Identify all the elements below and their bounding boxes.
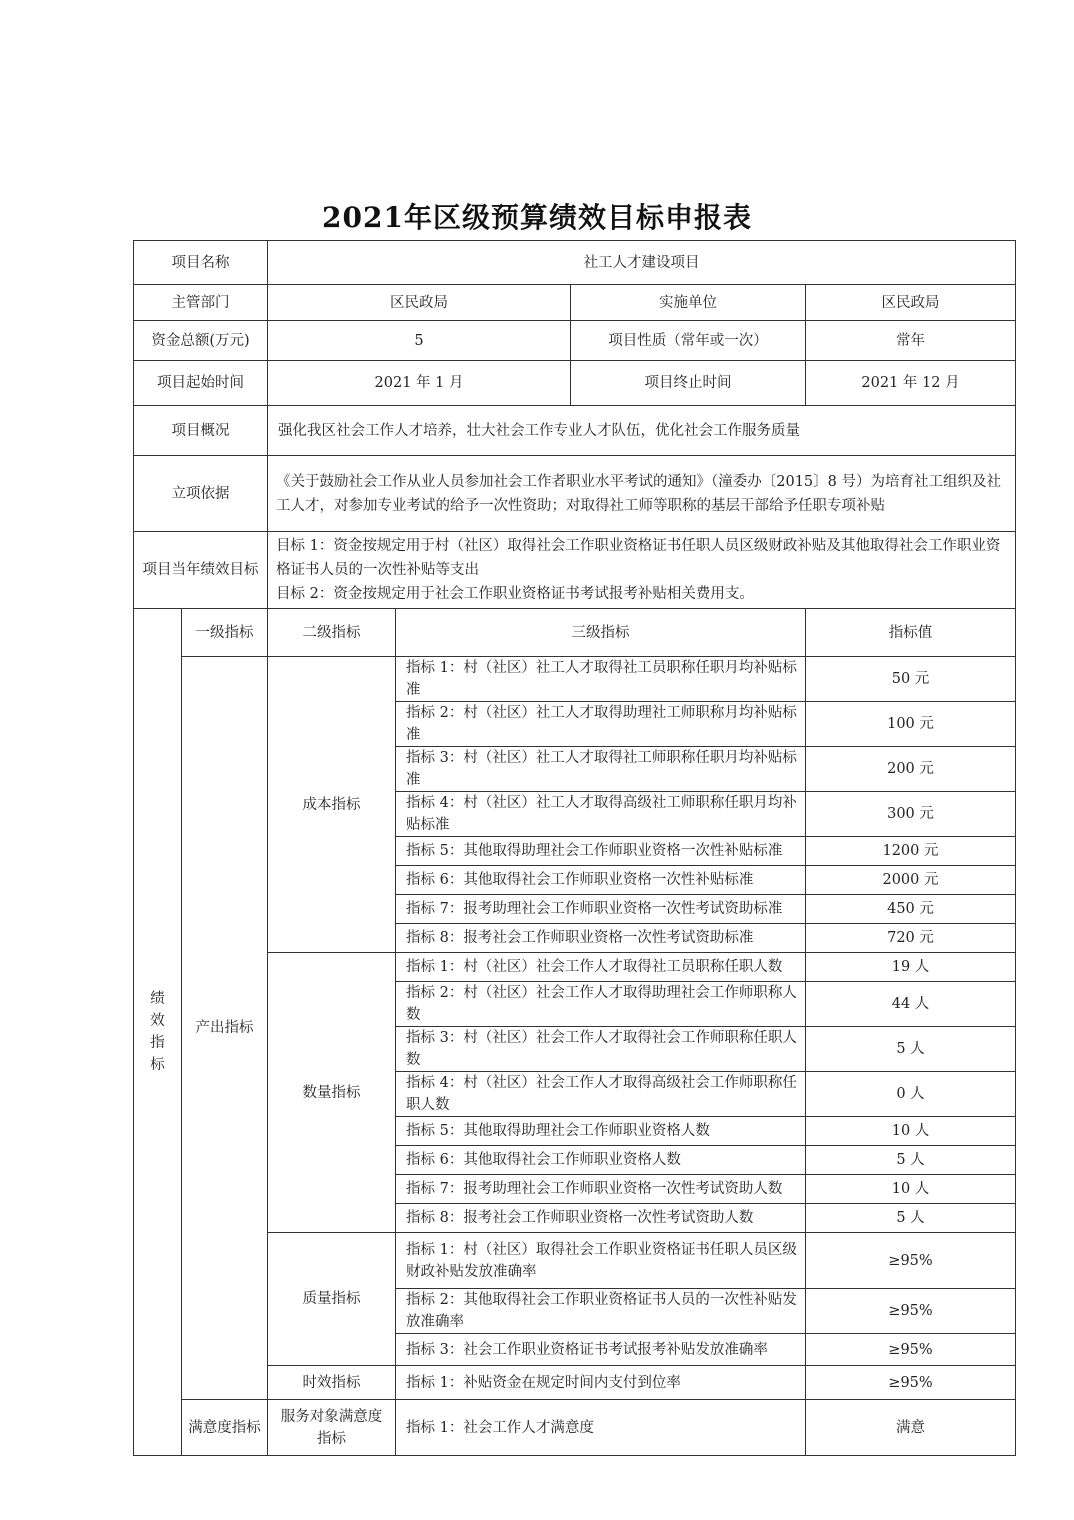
row-dates <box>134 361 1016 406</box>
header-level1: 一级指标 <box>182 609 268 657</box>
dept-value: 区民政局 <box>268 285 571 321</box>
indicator-name: 指标 3：村（社区）社工人才取得社工师职称任职月均补贴标准 <box>396 747 806 792</box>
goal-label: 项目当年绩效目标 <box>134 532 268 609</box>
indicator-name: 指标 4：村（社区）社工人才取得高级社工师职称任职月均补贴标准 <box>396 792 806 837</box>
indicator-value: 5 人 <box>806 1204 1016 1233</box>
indicator-value: 2000 元 <box>806 866 1016 895</box>
dept-label: 主管部门 <box>134 285 268 321</box>
row-department <box>134 285 1016 321</box>
indicator-name: 指标 1：村（社区）取得社会工作职业资格证书任职人员区级财政补贴发放准确率 <box>396 1233 806 1289</box>
row-basis <box>134 456 1016 532</box>
indicator-value: ≥95% <box>806 1366 1016 1400</box>
indicator-value: 10 人 <box>806 1117 1016 1146</box>
row-indicator-header <box>134 609 1016 657</box>
basis-label: 立项依据 <box>134 456 268 532</box>
indicator-value: 满意 <box>806 1400 1016 1456</box>
project-name-value: 社工人才建设项目 <box>268 241 1016 285</box>
overview-label: 项目概况 <box>134 406 268 456</box>
start-label: 项目起始时间 <box>134 361 268 406</box>
nature-value: 常年 <box>806 321 1016 361</box>
end-value: 2021 年 12 月 <box>806 361 1016 406</box>
row-project-name <box>134 241 1016 285</box>
indicator-value: 200 元 <box>806 747 1016 792</box>
funds-value: 5 <box>268 321 571 361</box>
indicator-name: 指标 8：报考社会工作师职业资格一次性考试资助人数 <box>396 1204 806 1233</box>
indicator-name: 指标 1：补贴资金在规定时间内支付到位率 <box>396 1366 806 1400</box>
basis-value: 《关于鼓励社会工作从业人员参加社会工作者职业水平考试的通知》（潼委办〔2015〕8 号）为培育社工组织及社工人才，对参加专业考试的给予一次性资助；对取得社工师等职称的基层干部给予任职专项补贴 <box>268 456 1016 532</box>
output-label: 产出指标 <box>182 657 268 1400</box>
header-level3: 三级指标 <box>396 609 806 657</box>
timeliness-label: 时效指标 <box>268 1366 396 1400</box>
indicator-name: 指标 6：其他取得社会工作师职业资格一次性补贴标准 <box>396 866 806 895</box>
service-label: 服务对象满意度指标 <box>268 1400 396 1456</box>
indicator-value: 5 人 <box>806 1146 1016 1175</box>
indicator-name: 指标 1：村（社区）社工人才取得社工员职称任职月均补贴标准 <box>396 657 806 702</box>
indicator-name: 指标 2：村（社区）社会工作人才取得助理社会工作师职称人数 <box>396 982 806 1027</box>
budget-form-table <box>133 240 1016 1456</box>
indicator-value: 300 元 <box>806 792 1016 837</box>
indicator-value: 19 人 <box>806 953 1016 982</box>
indicator-value: 1200 元 <box>806 837 1016 866</box>
indicator-value: 10 人 <box>806 1175 1016 1204</box>
indicator-name: 指标 7：报考助理社会工作师职业资格一次性考试资助人数 <box>396 1175 806 1204</box>
indicator-value: 450 元 <box>806 895 1016 924</box>
row-funds <box>134 321 1016 361</box>
table-row <box>134 657 1016 702</box>
goal-value <box>268 532 1016 609</box>
indicator-value: 100 元 <box>806 702 1016 747</box>
project-name-label: 项目名称 <box>134 241 268 285</box>
goal-line-1: 目标 1：资金按规定用于村（社区）取得社会工作职业资格证书任职人员区级财政补贴及其他取得社会工作职业资格证书人员的一次性补贴等支出 <box>276 538 1001 578</box>
indicator-value: ≥95% <box>806 1289 1016 1334</box>
quantity-label: 数量指标 <box>268 953 396 1233</box>
indicator-value: ≥95% <box>806 1334 1016 1366</box>
impl-value: 区民政局 <box>806 285 1016 321</box>
indicator-value: 50 元 <box>806 657 1016 702</box>
nature-label: 项目性质（常年或一次） <box>571 321 806 361</box>
indicator-value: 720 元 <box>806 924 1016 953</box>
indicator-group-label: 绩效指标 <box>134 609 182 1456</box>
overview-value: 强化我区社会工作人才培养，壮大社会工作专业人才队伍，优化社会工作服务质量 <box>268 406 1016 456</box>
quality-label: 质量指标 <box>268 1233 396 1366</box>
satisfaction-label: 满意度指标 <box>182 1400 268 1456</box>
row-overview <box>134 406 1016 456</box>
end-label: 项目终止时间 <box>571 361 806 406</box>
header-level2: 二级指标 <box>268 609 396 657</box>
indicator-value: 0 人 <box>806 1072 1016 1117</box>
page-title: 2021年区级预算绩效目标申报表 <box>322 201 752 234</box>
goal-line-2: 目标 2：资金按规定用于社会工作职业资格证书考试报考补贴相关费用支。 <box>276 586 754 602</box>
start-value: 2021 年 1 月 <box>268 361 571 406</box>
indicator-name: 指标 5：其他取得助理社会工作师职业资格人数 <box>396 1117 806 1146</box>
cost-label: 成本指标 <box>268 657 396 953</box>
header-value: 指标值 <box>806 609 1016 657</box>
indicator-value: 44 人 <box>806 982 1016 1027</box>
indicator-name: 指标 3：村（社区）社会工作人才取得社会工作师职称任职人数 <box>396 1027 806 1072</box>
indicator-name: 指标 1：村（社区）社会工作人才取得社工员职称任职人数 <box>396 953 806 982</box>
indicator-name: 指标 5：其他取得助理社会工作师职业资格一次性补贴标准 <box>396 837 806 866</box>
indicator-name: 指标 3：社会工作职业资格证书考试报考补贴发放准确率 <box>396 1334 806 1366</box>
table-row <box>134 1400 1016 1456</box>
indicator-name: 指标 1：社会工作人才满意度 <box>396 1400 806 1456</box>
indicator-name: 指标 7：报考助理社会工作师职业资格一次性考试资助标准 <box>396 895 806 924</box>
funds-label: 资金总额(万元) <box>134 321 268 361</box>
impl-label: 实施单位 <box>571 285 806 321</box>
indicator-name: 指标 8：报考社会工作师职业资格一次性考试资助标准 <box>396 924 806 953</box>
indicator-name: 指标 2：其他取得社会工作职业资格证书人员的一次性补贴发放准确率 <box>396 1289 806 1334</box>
row-goal <box>134 532 1016 609</box>
indicator-name: 指标 4：村（社区）社会工作人才取得高级社会工作师职称任职人数 <box>396 1072 806 1117</box>
indicator-value: ≥95% <box>806 1233 1016 1289</box>
indicator-value: 5 人 <box>806 1027 1016 1072</box>
indicator-name: 指标 6：其他取得社会工作师职业资格人数 <box>396 1146 806 1175</box>
indicator-name: 指标 2：村（社区）社工人才取得助理社工师职称月均补贴标准 <box>396 702 806 747</box>
